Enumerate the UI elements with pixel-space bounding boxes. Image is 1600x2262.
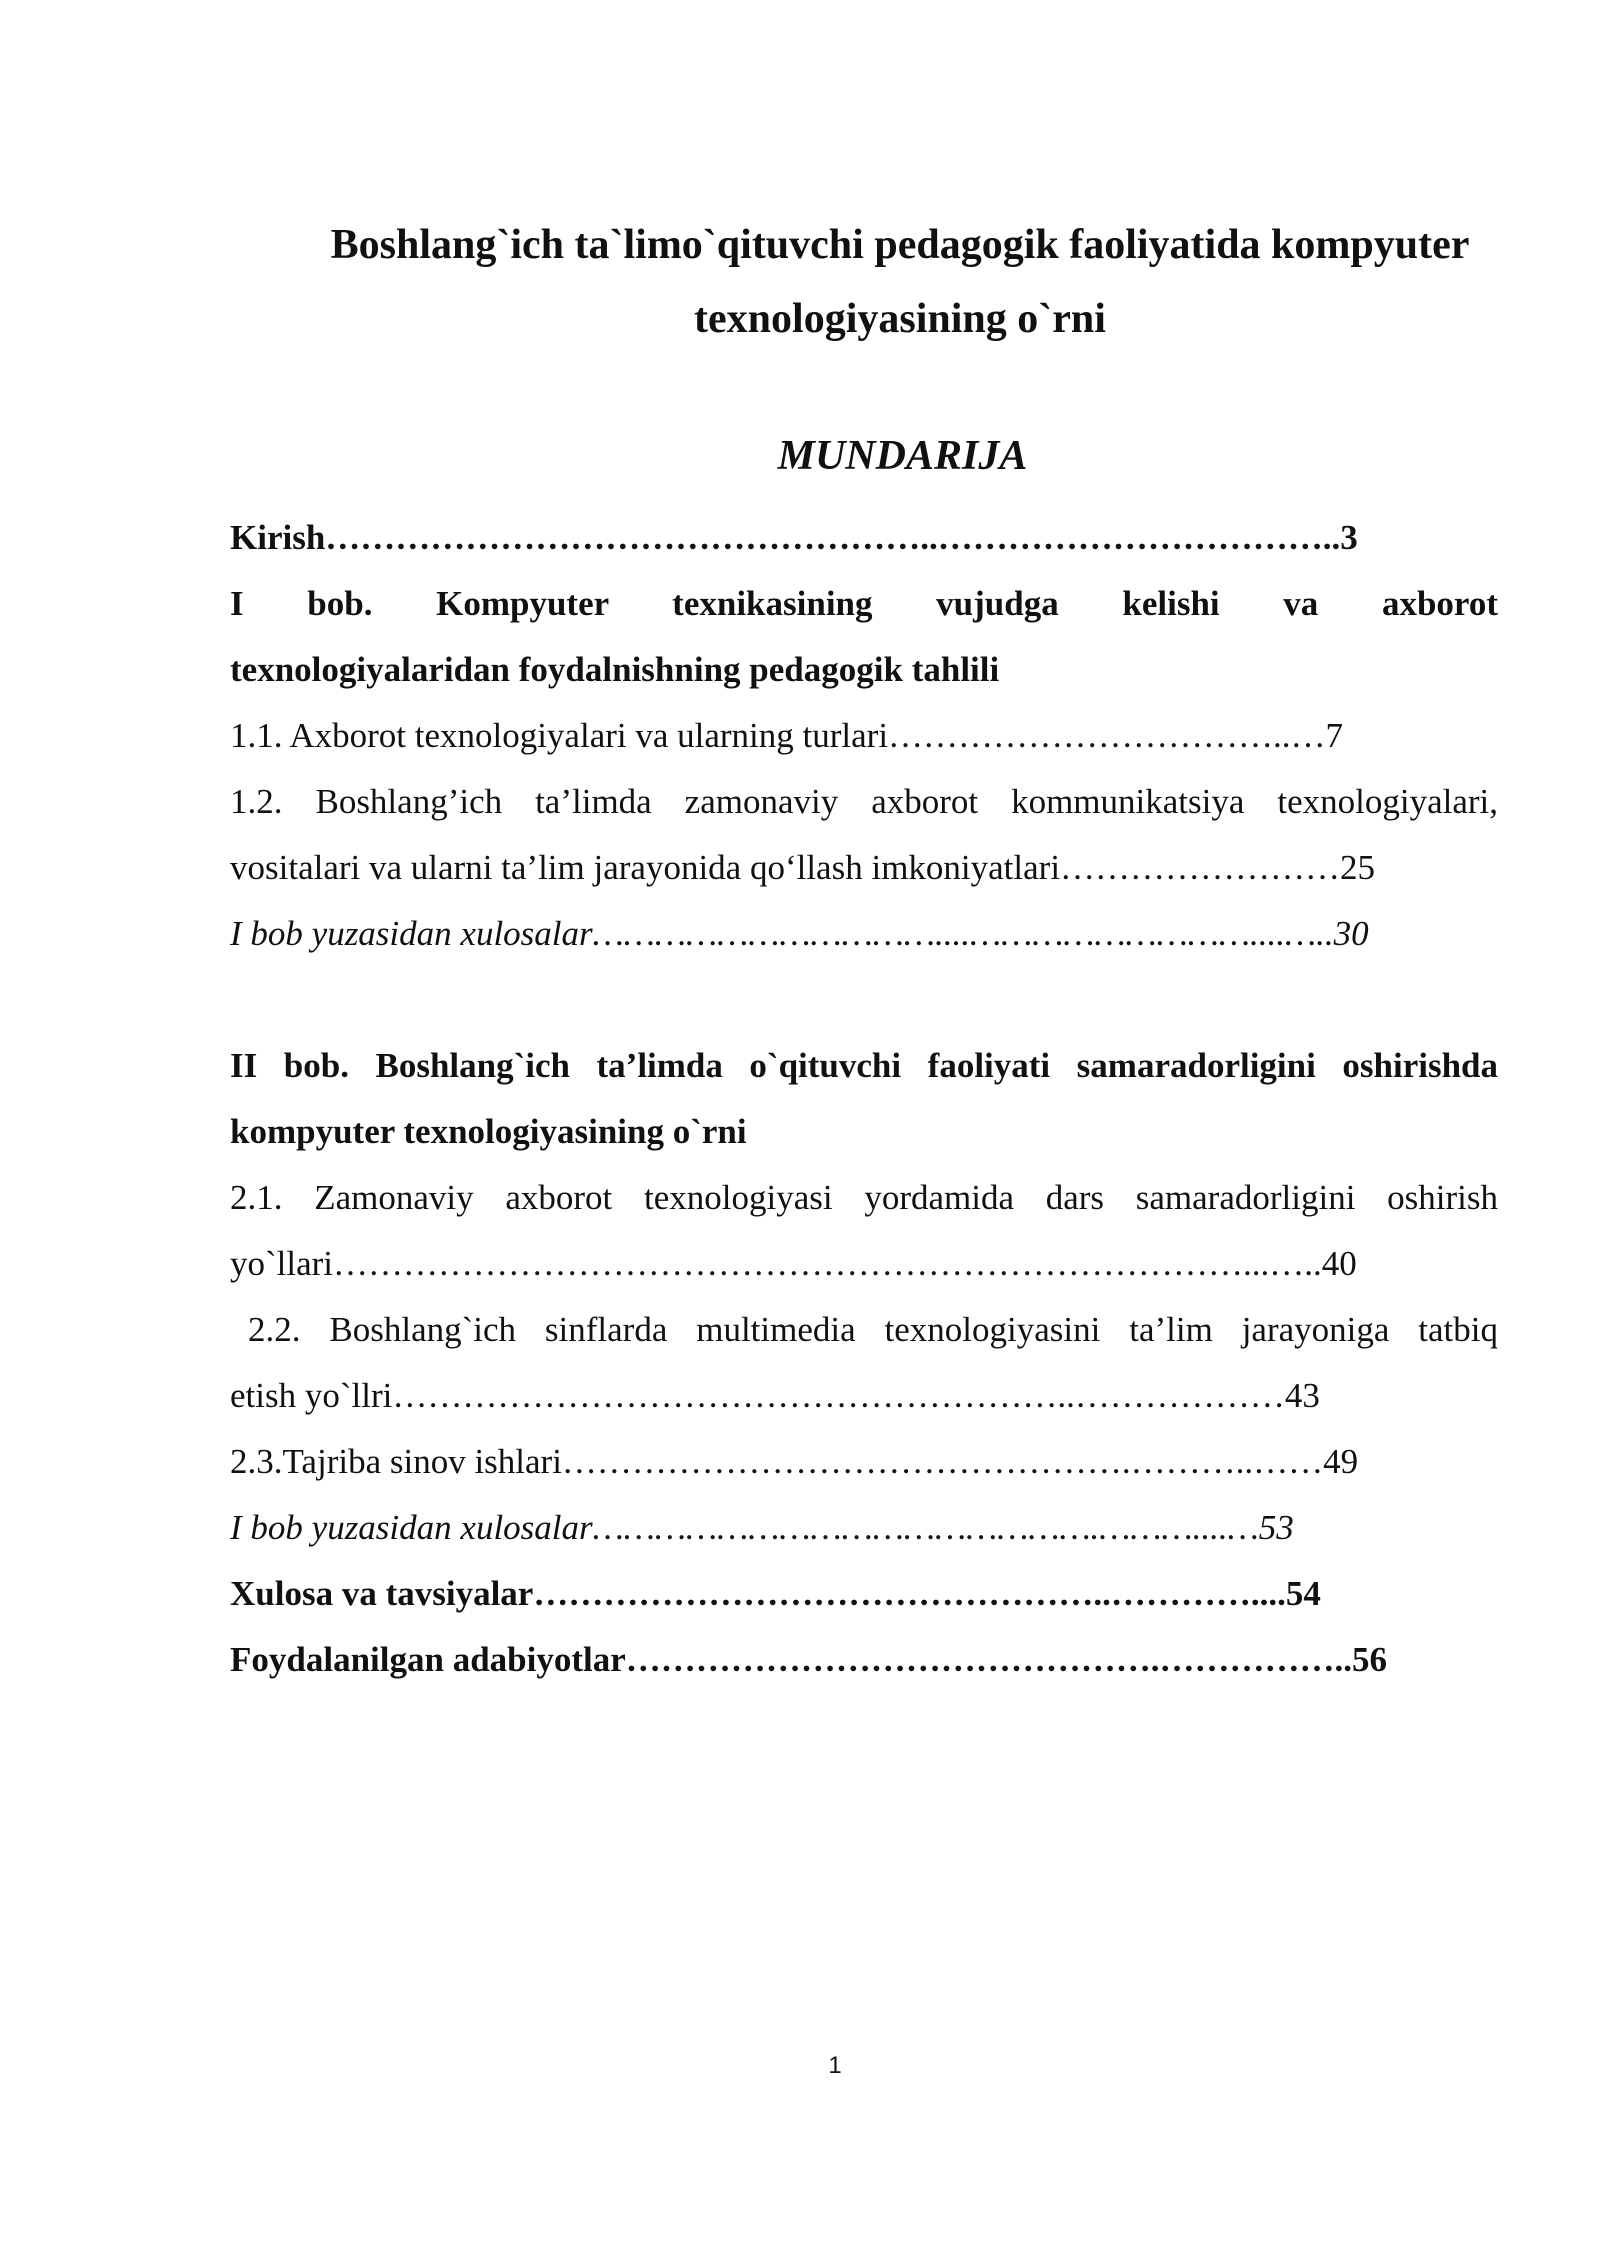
toc-entry-kirish (230, 505, 1498, 571)
page-number: 1 (828, 2052, 842, 2079)
toc-entry-2-3: 2.3.Tajriba sinov ishlari………………………………………….………..……49 (230, 1442, 1359, 1481)
toc-entry-chapter-2-conclusion: I bob yuzasidan xulosalar………………………………………….………....…53 (230, 1508, 1294, 1547)
toc-entry-adabiyotlar (230, 1627, 1498, 1693)
toc-entry-1-2-line-2: vositalari va ularni ta’lim jarayonida qo‘llash imkoniyatlari……………………25 (230, 848, 1376, 887)
toc-entry-1-1: 1.1. Axborot texnologiyalari va ularning turlari……………………………..…7 (230, 716, 1344, 755)
document-title-line-2: texnologiyasining o`rni (694, 296, 1106, 342)
toc-entry-1-2-line-1: 1.2. Boshlang’ich ta’limda zamonaviy axborot kommunikatsiya texnologiyalari, (230, 782, 1498, 821)
toc-entry-chapter-1-conclusion: I bob yuzasidan xulosalar……………………………....………………………....…..30 (230, 914, 1369, 953)
toc-entry-xulosa (230, 1561, 1498, 1627)
toc-entry-2-1-line-1: 2.1. Zamonaviy axborot texnologiyasi yordamida dars samaradorligini oshirish (230, 1178, 1498, 1217)
toc-chapter-2-title-line-1: II bob. Boshlang`ich ta’limda o`qituvchi faoliyati samaradorligini oshirishda (230, 1046, 1498, 1085)
toc-entry-xulosa-text: Xulosa va tavsiyalar…………………………………………..…………....54 (230, 1574, 1321, 1613)
document-title-line-1: Boshlang`ich ta`limo`qituvchi pedagogik faoliyatida kompyuter (330, 222, 1470, 268)
toc-entry-2-2-line-1: 2.2. Boshlang`ich sinflarda multimedia texnologiyasini ta’lim jarayoniga tatbiq (248, 1310, 1498, 1349)
toc-entry-kirish-text: Kirish……………………………………………..……………………………..3 (230, 518, 1358, 557)
toc-heading: MUNDARIJA (777, 433, 1028, 479)
toc-entry-adabiyotlar-text: Foydalanilgan adabiyotlar……………………………………….……………..56 (230, 1640, 1388, 1679)
toc-entry-2-2-line-2: etish yo`llri…………………………………………………..………………43 (230, 1376, 1320, 1415)
toc-chapter-1-title-line-2: texnologiyalaridan foydalnishning pedagogik tahlili (230, 650, 1000, 689)
toc-chapter-2-title-line-2: kompyuter texnologiyasining o`rni (230, 1112, 747, 1151)
toc-entry-2-1-line-2: yo`llari……………………………………………………………………...…..40 (230, 1244, 1357, 1283)
toc-chapter-1-title-line-1: I bob. Kompyuter texnikasining vujudga kelishi va axborot (230, 584, 1498, 623)
